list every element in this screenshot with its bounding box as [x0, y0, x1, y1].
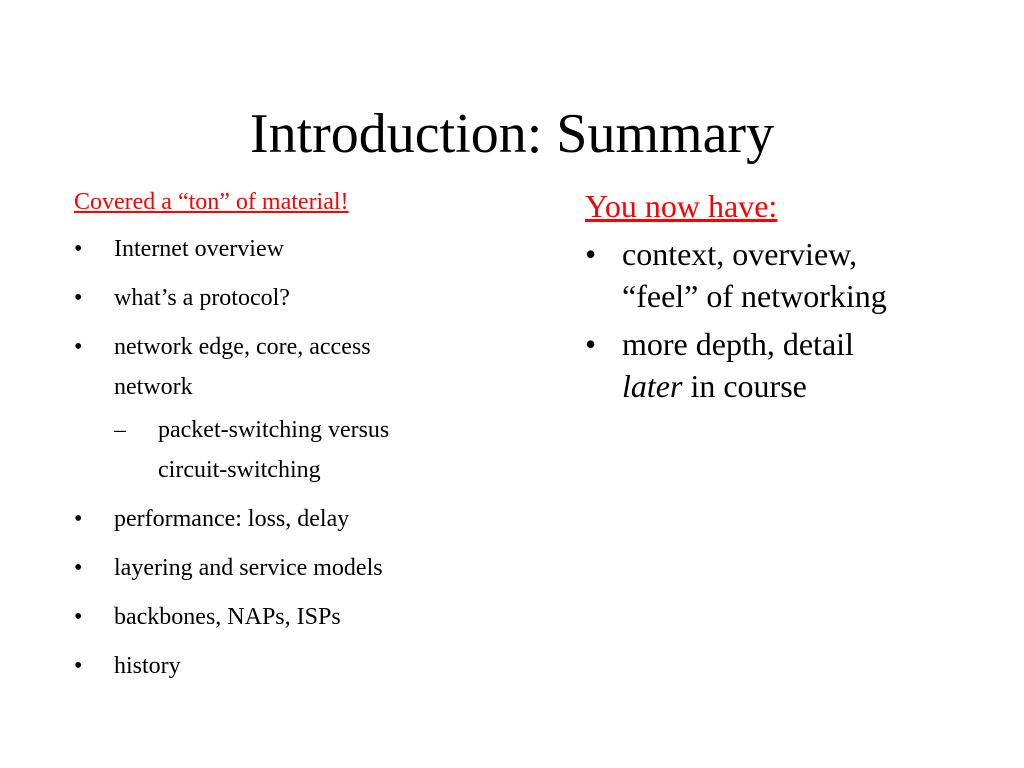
bullet-icon: •	[74, 334, 83, 360]
list-item-text-line-1: context, overview,	[622, 236, 858, 272]
list-item-text-line-2: network	[114, 374, 193, 400]
list-item	[74, 646, 524, 686]
sub-list-item	[114, 410, 524, 490]
list-item-text-line-2	[622, 365, 1005, 407]
bullet-icon: •	[585, 326, 597, 362]
list-item-text: what’s a protocol?	[114, 285, 290, 311]
list-item	[74, 327, 524, 490]
left-column	[74, 184, 524, 686]
list-item	[74, 278, 524, 318]
right-bullet-list	[585, 233, 1005, 407]
left-column-heading: Covered a “ton” of material!	[74, 189, 349, 215]
list-item-text: backbones, NAPs, ISPs	[114, 604, 341, 630]
sub-list	[114, 410, 524, 490]
bullet-icon: •	[74, 555, 83, 581]
sub-item-text-line-2: circuit-switching	[158, 457, 321, 483]
bullet-icon: •	[74, 506, 83, 532]
right-column	[585, 185, 1005, 407]
bullet-icon: •	[74, 604, 83, 630]
list-item-text: history	[114, 653, 181, 679]
list-item-text-line-1: network edge, core, access	[114, 334, 371, 360]
list-item	[74, 499, 524, 539]
sub-item-text-line-1: packet-switching versus	[158, 417, 390, 443]
emphasis-text: later	[622, 368, 683, 404]
list-item	[585, 233, 1005, 317]
left-bullet-list	[74, 229, 524, 686]
list-item	[74, 229, 524, 269]
bullet-icon: •	[74, 653, 83, 679]
list-item-text-line-2: “feel” of networking	[622, 278, 887, 314]
list-item	[74, 597, 524, 637]
dash-icon: –	[114, 417, 126, 443]
bullet-icon: •	[585, 236, 597, 272]
bullet-icon: •	[74, 285, 83, 311]
bullet-icon: •	[74, 236, 83, 262]
list-item	[585, 323, 1005, 407]
list-item-text: layering and service models	[114, 555, 383, 581]
list-item	[74, 548, 524, 588]
list-item-text-rest: in course	[682, 368, 807, 404]
list-item-text-line-1: more depth, detail	[622, 326, 854, 362]
slide-title: Introduction: Summary	[249, 103, 775, 165]
list-item-text: performance: loss, delay	[114, 506, 350, 532]
list-item-text: Internet overview	[114, 236, 284, 262]
right-column-heading: You now have:	[585, 188, 778, 224]
